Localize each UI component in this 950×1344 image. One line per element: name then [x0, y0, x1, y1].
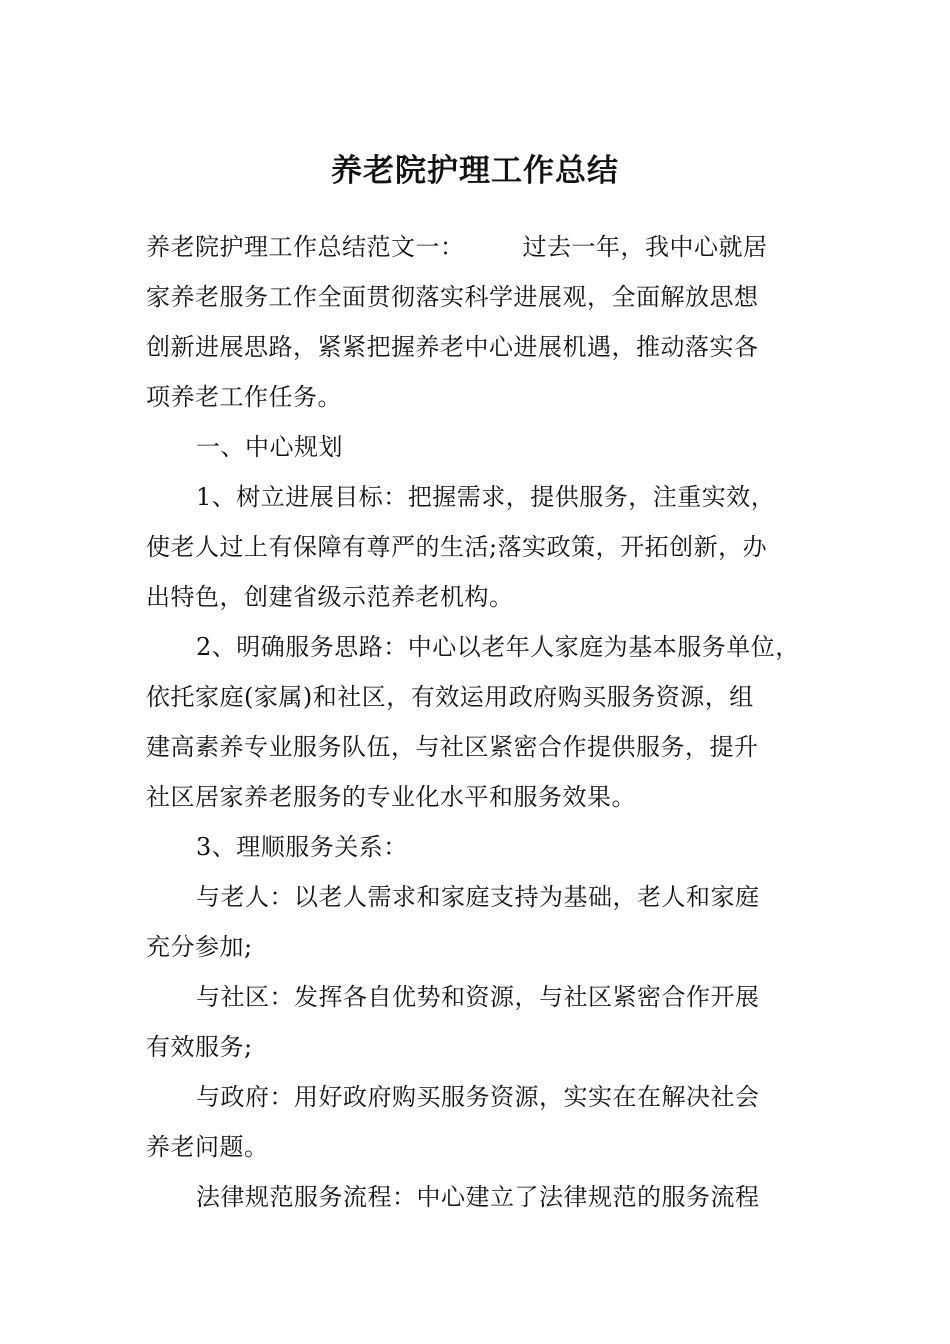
paragraph-goal — [146, 472, 808, 622]
paragraph-service-relations — [146, 822, 808, 872]
paragraph-line: 3、理顺服务关系： — [196, 833, 408, 861]
paragraph-intro — [146, 222, 808, 422]
document-title: 养老院护理工作总结 — [331, 152, 619, 189]
paragraph-line: 依托家庭(家属)和社区，有效运用政府购买服务资源，组 — [146, 683, 754, 711]
paragraph-line: 建高素养专业服务队伍，与社区紧密合作提供服务，提升 — [146, 733, 759, 761]
paragraph-line: 法律规范服务流程：中心建立了法律规范的服务流程 — [196, 1183, 760, 1211]
paragraph-service-process — [146, 1172, 808, 1222]
paragraph-line: 出特色，创建省级示范养老机构。 — [146, 583, 514, 611]
paragraph-line: 与老人：以老人需求和家庭支持为基础，老人和家庭 — [196, 883, 760, 911]
paragraph-with-community — [146, 972, 808, 1072]
paragraph-line: 与社区：发挥各自优势和资源，与社区紧密合作开展 — [196, 983, 760, 1011]
paragraph-line: 家养老服务工作全面贯彻落实科学进展观，全面解放思想 — [146, 283, 759, 311]
intro-heading: 养老院护理工作总结范文一： — [146, 233, 465, 261]
document-body — [146, 222, 808, 1222]
paragraph-line: 2、明确服务思路：中心以老年人家庭为基本服务单位， — [196, 633, 800, 661]
paragraph-line: 有效服务; — [146, 1033, 253, 1061]
paragraph-with-government — [146, 1072, 808, 1172]
paragraph-line: 项养老工作任务。 — [146, 383, 342, 411]
section-heading-center-plan — [146, 422, 808, 472]
paragraph-line: 创新进展思路，紧紧把握养老中心进展机遇，推动落实各 — [146, 333, 759, 361]
paragraph-line: 充分参加; — [146, 933, 253, 961]
paragraph-line: 使老人过上有保障有尊严的生活;落实政策，开拓创新，办 — [146, 533, 768, 561]
paragraph-line: 养老问题。 — [146, 1133, 269, 1161]
paragraph-line: 一、中心规划 — [196, 433, 343, 461]
paragraph-line: 与政府：用好政府购买服务资源，实实在在解决社会 — [196, 1083, 760, 1111]
paragraph-with-elders — [146, 872, 808, 972]
intro-first-line-tail: 过去一年，我中心就居 — [522, 233, 768, 261]
paragraph-line: 1、树立进展目标：把握需求，提供服务，注重实效， — [196, 483, 776, 511]
paragraph-line: 社区居家养老服务的专业化水平和服务效果。 — [146, 783, 636, 811]
paragraph-service-approach — [146, 622, 808, 822]
paragraph-line — [146, 222, 808, 272]
